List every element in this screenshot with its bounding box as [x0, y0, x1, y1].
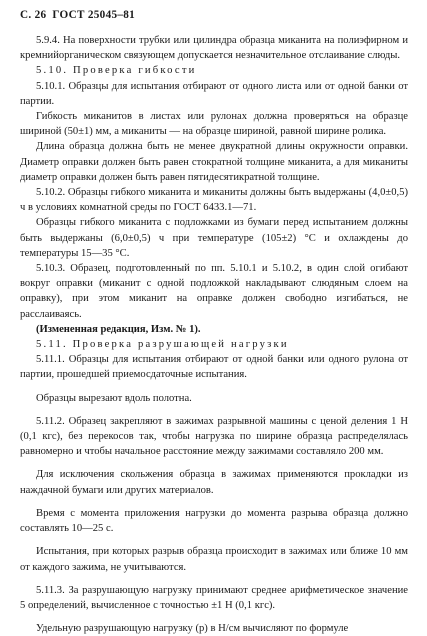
paragraph-5-10-2: 5.10.2. Образцы гибкого миканита и миканиты должны быть выдержаны (4,0±0,5) ч в условиях комнатной среды по ГОСТ 6433.1—71.	[20, 187, 408, 214]
paragraph-5-10-3: 5.10.3. Образец, подготовленный по пп. 5.10.1 и 5.10.2, в один слой огибают вокруг оправки (миканит с одной подложкой накладывают слюдяным слоем на оправку), при этом миканит на оправке должен свободно изгибаться, не расслаиваясь.	[20, 263, 408, 320]
paragraph-5-10-1: 5.10.1. Образцы для испытания отбирают от одного листа или от одной банки от партии.	[20, 80, 408, 107]
standard-code: ГОСТ 25045–81	[52, 9, 136, 21]
paragraph-cut-along: Образцы вырезают вдоль полотна.	[36, 392, 192, 404]
paragraph-5-9-4: 5.9.4. На поверхности трубки или цилиндра образца миканита на полиэфирном и кремнийорганическом связующем допускается незначительное отслаивание слюды.	[20, 35, 408, 62]
page-number: С. 26	[20, 9, 47, 21]
paragraph-flexibility-width: Гибкость миканитов в листах или рулонах должна проверяться на образце шириной (50±1) мм, а миканиты — на образце шириной, равной ширине ролика.	[20, 111, 408, 138]
paragraph-break-time: Время с момента приложения нагрузки до момента разрыва образца должно составлять 10—25 с.	[20, 507, 408, 535]
section-heading-5-11: 5.11. Проверка разрушающей нагрузки	[36, 339, 289, 351]
amendment-note: (Измененная редакция, Изм. № 1).	[36, 323, 201, 335]
section-heading-5-10: 5.10. Проверка гибкости	[36, 65, 197, 77]
paragraph-emery-pads: Для исключения скольжения образца в зажимах применяются прокладки из наждачной бумаги или других материалов.	[20, 469, 408, 496]
paragraph-5-11-2: 5.11.2. Образец закрепляют в зажимах разрывной машины с ценой деления 1 Н (0,1 кгс), без перекосов так, чтобы нагрузка по ширине образца распределялась равномерно и чтобы начальное расстояние между зажимами составляло 200 мм.	[20, 415, 408, 458]
paragraph-5-11-1: 5.11.1. Образцы для испытания отбирают от одной банки или одного рулона от партии, прошедшей приемосдаточные испытания.	[20, 354, 408, 381]
page-header	[20, 9, 135, 21]
document-body	[20, 33, 408, 636]
paragraph-5-11-3: 5.11.3. За разрушающую нагрузку принимают среднее арифметическое значение 5 определений, вычисленное с точностью ±1 Н (0,1 кгс).	[20, 584, 408, 611]
paragraph-specific-load: Удельную разрушающую нагрузку (p) в Н/см вычисляют по формуле	[36, 623, 349, 635]
paragraph-clamp-breaks: Испытания, при которых разрыв образца происходит в зажимах или ближе 10 мм от каждого зажима, не учитываются.	[20, 546, 408, 573]
paragraph-paper-backing: Образцы гибкого миканита с подложками из бумаги перед испытанием должны быть выдержаны (6,0±0,5) ч при температуре (105±2) °С и охлаждены до температуры 15—35 °С.	[20, 217, 408, 259]
paragraph-sample-length: Длина образца должна быть не менее двукратной длины окружности оправки. Диаметр оправки должен быть равен стократной толщине миканита, а для миканиты диаметр оправки должен быть равен пятидесятикратной толщине.	[20, 141, 408, 183]
